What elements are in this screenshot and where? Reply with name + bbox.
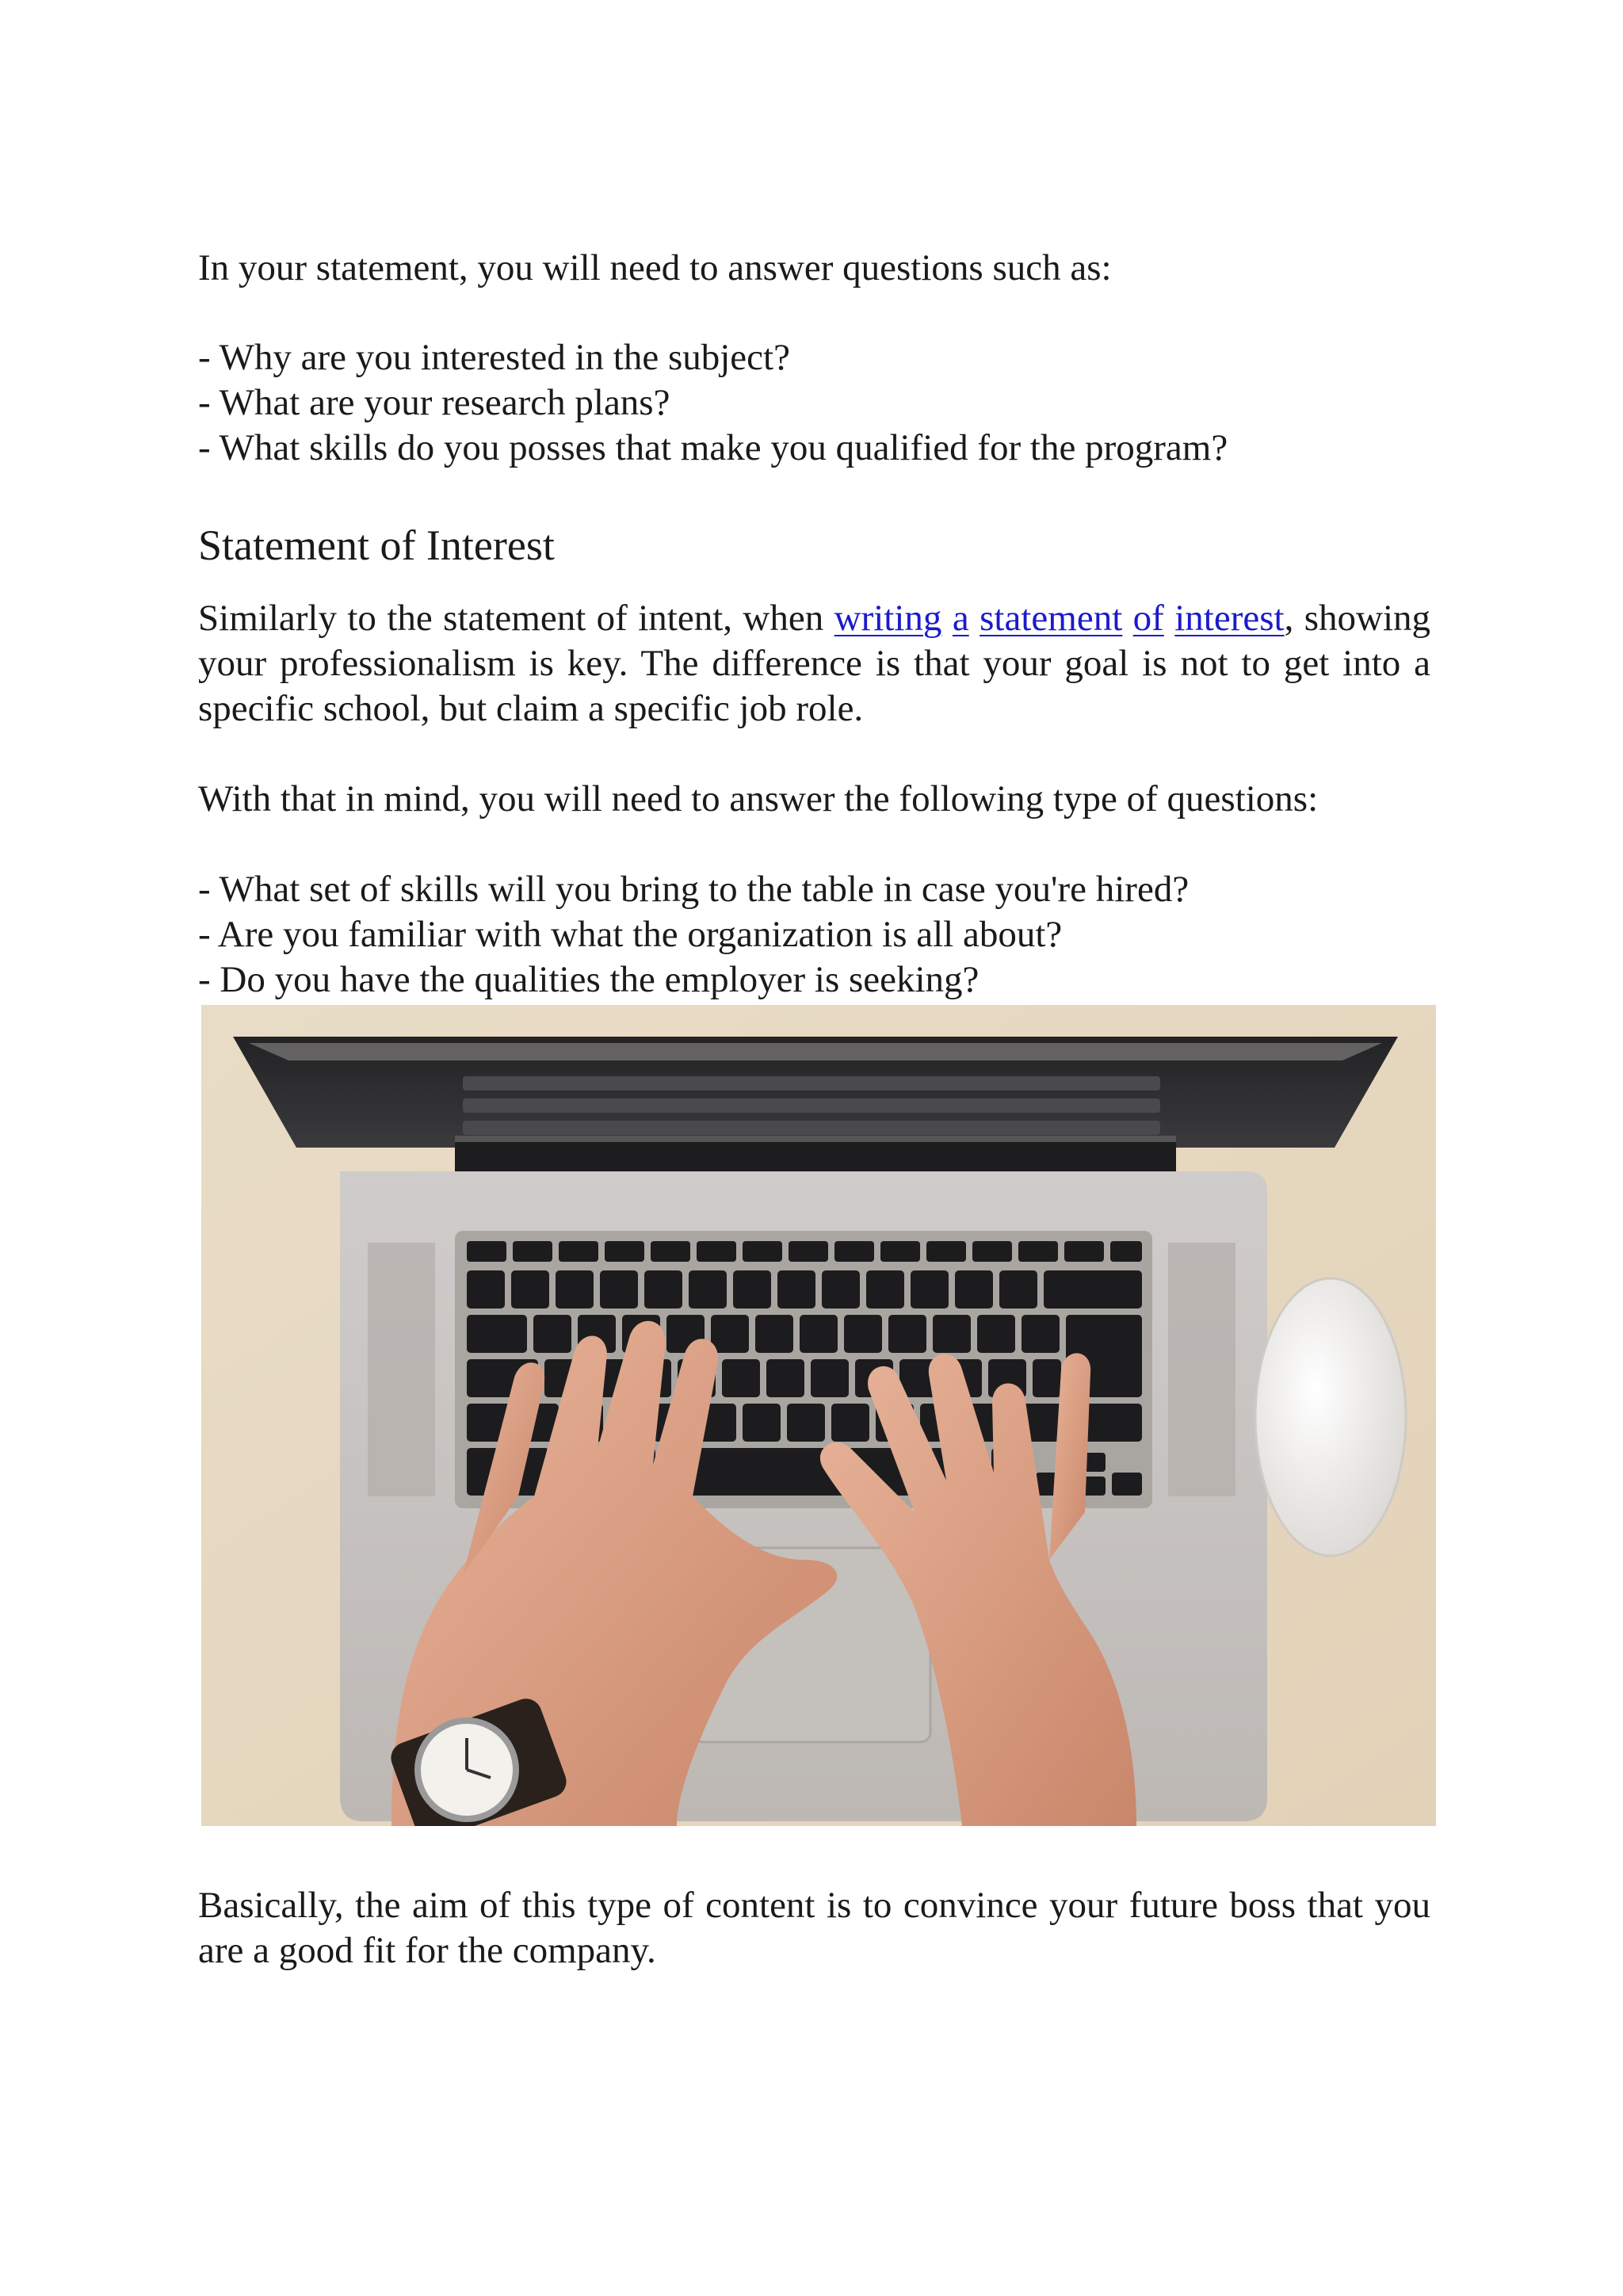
questions-intro-paragraph: With that in mind, you will need to answer the following type of questions: (198, 778, 1319, 819)
intent-question-3: - What skills do you posses that make you qualified for the program? (198, 427, 1228, 468)
link-interest[interactable]: interest (1174, 598, 1285, 639)
interest-paragraph-lead: Similarly to the statement of intent, when (198, 598, 834, 639)
laptop-illustration (201, 1005, 1436, 1826)
intent-question-1: - Why are you interested in the subject? (198, 337, 790, 378)
link-of[interactable]: of (1132, 598, 1164, 639)
link-a[interactable]: a (952, 598, 969, 639)
closing-paragraph: Basically, the aim of this type of content is to convince your future boss that you are a good fit for the company. (198, 1885, 1430, 1971)
link-statement[interactable]: statement (980, 598, 1123, 639)
interest-question-2: - Are you familiar with what the organization is all about? (198, 914, 1063, 955)
link-writing[interactable]: writing (834, 598, 942, 639)
interest-paragraph (198, 596, 1430, 732)
interest-question-3: - Do you have the qualities the employer is seeking? (198, 959, 980, 1000)
laptop-typing-photo (201, 1005, 1436, 1826)
mouse (1255, 1278, 1406, 1556)
intro-paragraph: In your statement, you will need to answer questions such as: (198, 247, 1112, 288)
interest-question-1: - What set of skills will you bring to the table in case you're hired? (198, 869, 1190, 910)
section-heading: Statement of Interest (198, 521, 555, 569)
interest-paragraph-rest: , showing your professionalism is key. The difference is that your goal is not to get into a specific school, but claim a specific job role. (198, 598, 1431, 729)
intent-question-2: - What are your research plans? (198, 382, 670, 423)
